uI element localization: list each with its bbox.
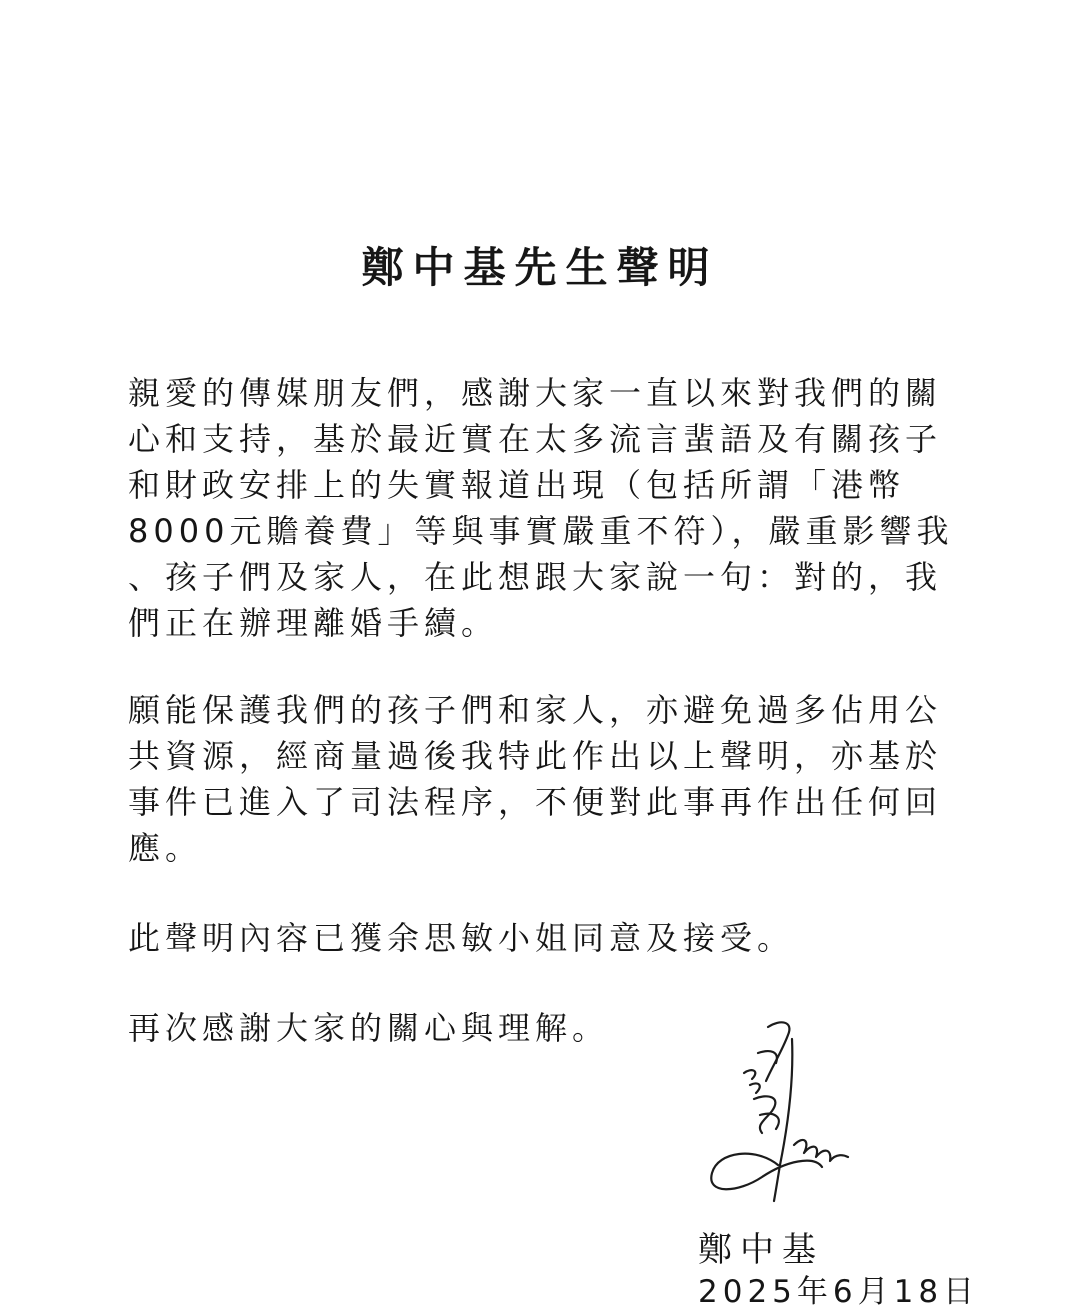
document-title: 鄭中基先生聲明: [361, 243, 719, 292]
paragraph-line: 應。: [128, 829, 203, 867]
paragraph-line: 們正在辦理離婚手續。: [128, 604, 499, 642]
signatory-name: 鄭中基: [698, 1230, 824, 1270]
paragraph-2: [128, 687, 942, 871]
paragraph-line: 、孩子們及家人，在此想跟大家說一句：對的，我: [128, 558, 943, 596]
paragraph-line: 8000元贍養費」等與事實嚴重不符），嚴重影響我: [128, 512, 954, 550]
paragraph-line: 親愛的傳媒朋友們，感謝大家一直以來對我們的關: [128, 374, 943, 412]
paragraph-line: 再次感謝大家的關心與理解。: [128, 1009, 610, 1047]
paragraph-line: 共資源，經商量過後我特此作出以上聲明，亦基於: [128, 737, 943, 775]
paragraph-1: [128, 370, 953, 646]
paragraph-line: 和財政安排上的失實報道出現（包括所謂「港幣: [128, 466, 906, 504]
paragraph-3: [128, 915, 794, 961]
paragraph-line: 此聲明內容已獲余思敏小姐同意及接受。: [128, 919, 795, 957]
signature-date: 2025年6月18日: [698, 1274, 980, 1310]
paragraph-line: 心和支持，基於最近實在太多流言蜚語及有關孩子: [128, 420, 943, 458]
handwritten-signature: [696, 1015, 856, 1205]
paragraph-4: [128, 1005, 609, 1051]
paragraph-line: 事件已進入了司法程序，不便對此事再作出任何回: [128, 783, 943, 821]
paragraph-line: 願能保護我們的孩子們和家人，亦避免過多佔用公: [128, 691, 943, 729]
